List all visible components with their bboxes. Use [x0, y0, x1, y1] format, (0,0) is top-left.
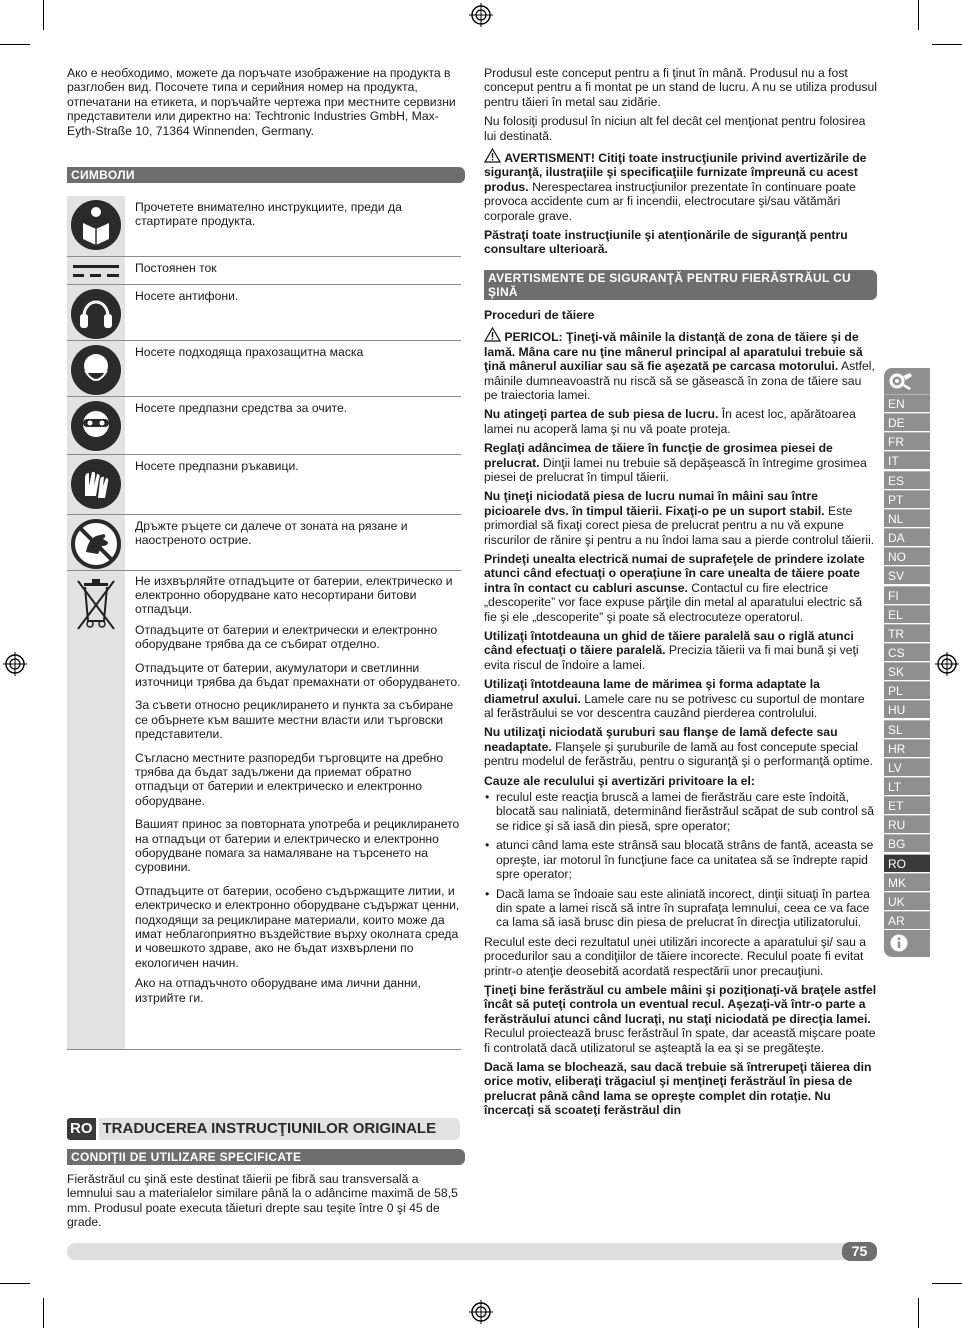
crop-mark [43, 0, 44, 30]
safety-item-text: Precizia tăierii va fi mai bună şi veţi evita riscul de îndoire a lamei. [484, 643, 859, 672]
main-title: TRADUCEREA INSTRUCŢIUNILOR ORIGINALE [99, 1118, 461, 1140]
registration-mark-icon [3, 652, 27, 676]
safety-item-text: Astfel, mâinile dumneavoastră nu riscă să se găsească în zona de tăiere sau pe traiectoria lamei. [484, 359, 875, 402]
language-tab-es[interactable]: ES [884, 471, 930, 489]
registration-mark-icon [469, 1300, 493, 1324]
symbols-table [67, 196, 461, 1050]
cut-procedures-heading [484, 308, 877, 322]
safety-item-text: În acest loc, apărătoarea lamei nu acoperă lama şi nu vă poate proteja. [484, 407, 856, 436]
crossed-bin-icon [72, 577, 120, 633]
language-tab-it[interactable]: IT [884, 451, 930, 469]
symbol-text: Вашият принос за повторната употреба и рециклирането на отпадъци от батерии и електрическо и електронно оборудване помага за намаляване на търсенето на суровини. [135, 817, 460, 875]
language-tab-nl[interactable]: NL [884, 509, 930, 527]
safety-item-text: Flanşele şi şuruburile de lamă au fost concepute special pentru modelul de ferăstrău, pentru o siguranţă şi o performanţă optime. [484, 739, 873, 769]
safety-heading: AVERTISMENTE DE SIGURANŢĂ PENTRU FIERĂSTRĂUL CU ŞINĂ [484, 270, 877, 300]
warning-triangle-icon [484, 148, 501, 163]
crop-mark [0, 1283, 30, 1284]
registration-mark-icon [469, 3, 493, 27]
safety-item-bold: Nu atingeţi partea de sub piesa de lucru. [484, 407, 719, 422]
symbol-text: Прочетете внимателно инструкциите, преди да стартирате продукта. [135, 200, 402, 229]
keep-instructions-bold: Păstraţi toate instrucţiunile şi atenţionările de siguranţă pentru consultare ulterioară. [484, 228, 848, 257]
footer-bar [67, 1243, 877, 1260]
kickback-bullet: • reculul este reacţia bruscă a lamei de fierăstrău care este îndoită, blocată sau naliniată, determinând fierăstrăul scăpat de sub control să se ridice şi să iasă din piesă, spre operator; [484, 790, 877, 833]
kickback-heading-bold: Cauze ale reculului şi avertizări privitoare la el: [484, 773, 755, 788]
keep-instructions [484, 228, 877, 257]
symbol-row [67, 454, 461, 514]
conditions-heading: CONDIŢII DE UTILIZARE SPECIFICATE [67, 1149, 465, 1165]
language-tab-fr[interactable]: FR [884, 432, 930, 450]
safety-item-text: Este primordial să fixaţi corect piesa de prelucrat pentru a nu vă expune riscurilor de rănire şi pentru a nu îndoi lama sau a pierde controlul tăierii. [484, 503, 875, 547]
language-tab-fi[interactable]: FI [884, 586, 930, 604]
keep-hands-away-icon [70, 518, 122, 570]
info-tab[interactable] [884, 930, 930, 957]
symbol-row [67, 284, 461, 340]
safety-item-bold: Reglaţi adâncimea de tăiere în funcţie de grosimea piesei de prelucrat. [484, 441, 833, 470]
warning-bold: AVERTISMENT! Citiţi toate instrucţiunile privind avertizările de siguranţă, ilustraţiile şi specificaţiile furnizate împreună cu acest produs. [484, 151, 867, 194]
restriction-paragraph: Nu folosiţi produsul în niciun alt fel decât cel menţionat pentru folosirea lui destinată. [484, 114, 866, 143]
hold-bold: Ţineţi bine ferăstrăul cu ambele mâini şi poziţionaţi-vă braţele astfel încât să puteţi controla un eventual recul. Aşezaţi-vă într-o parte a ferăstrăului atunci când lucraţi, nu staţi niciodată pe direcţia lamei. [484, 982, 877, 1026]
safety-item [484, 489, 877, 547]
gloves-icon [70, 458, 122, 510]
symbol-text: За съвети относно рециклирането и пункта за събиране се обърнете към вашите местни власти или търговски представители. [135, 698, 454, 742]
language-tab-hr[interactable]: HR [884, 739, 930, 757]
symbol-text: Носете предпазни ръкавици. [135, 458, 299, 473]
language-tab-pl[interactable]: PL [884, 681, 930, 699]
crop-mark [918, 0, 919, 30]
page-number: 75 [842, 1242, 877, 1261]
language-tab-sv[interactable]: SV [884, 566, 930, 584]
symbol-text: Съгласно местните разпоредби търговците на дребно трябва да бъдат задължени да приемат обратно отпадъци от батерии и електрическо и електронно оборудване. [135, 750, 444, 808]
safety-item-bold: Utilizaţi întotdeauna un ghid de tăiere paralelă sau o riglă atunci când efectuaţi o tăiere paralelă. [484, 629, 854, 658]
tools-gear-icon [888, 370, 914, 392]
language-tab-tr[interactable]: TR [884, 624, 930, 642]
symbol-row [67, 396, 461, 454]
language-tab-sl[interactable]: SL [884, 720, 930, 738]
crop-mark [932, 1283, 962, 1284]
info-icon [890, 934, 908, 952]
symbol-text: Отпадъците от батерии, акумулатори и светлинни източници трябва да бъдат премахнати от оборудването. [135, 660, 461, 689]
language-tab-uk[interactable]: UK [884, 892, 930, 910]
safety-item [484, 407, 877, 436]
warning-triangle-icon [484, 327, 501, 342]
safety-item [484, 327, 877, 402]
safety-item [484, 441, 877, 484]
read-manual-icon [70, 199, 122, 251]
kickback-bullet: • Dacă lama se îndoaie sau este aliniată incorect, dinţii situaţi în partea din spate a lamei riscă să intre în suprafaţa lemnului, ceea ce va face ca lama să iasă brusc din piesa de prelucrat în direcţia utilizatorului. [484, 887, 877, 930]
main-title-bar [67, 1118, 460, 1140]
warning-text: Nerespectarea instrucţiunilor prezentate în continuare poate provoca accidente cum ar fi incendii, electrocutare şi/sau vătămări corporale grave. [484, 179, 856, 223]
safety-item-bold: Nu ţineţi niciodată piesa de lucru numai în mâini sau între picioarele dvs. în timpul tăierii. Fixaţi-o pe un suport stabil. [484, 489, 825, 518]
language-tab-el[interactable]: EL [884, 605, 930, 623]
crop-mark [918, 1298, 919, 1328]
symbol-text: Носете антифони. [135, 288, 239, 303]
safety-item [484, 629, 877, 672]
crop-mark [0, 44, 30, 45]
safety-goggles-icon [70, 400, 122, 452]
language-tab-cs[interactable]: CS [884, 643, 930, 661]
language-tab-lt[interactable]: LT [884, 777, 930, 795]
symbol-text: Постоянен ток [135, 260, 217, 275]
kickback-bullet: • atunci când lama este strânsă sau blocată strâns de fantă, aceasta se opreşte, iar motorul în funcţiune face ca unitatea să se îndrepte rapid spre operator; [484, 838, 877, 881]
conditions-paragraph: Fierăstrăul cu şină este destinat tăierii pe fibră sau transversală a lemnului sau a materialelor similare până la o adâncime maximă de 58,5 mm. Produsul poate executa tăieturi drepte sau teşite între 0 şi 45 de grade. [67, 1172, 458, 1230]
symbol-text: Отпадъците от батерии и електрически и електронно оборудване трябва да се събират отделно. [135, 622, 438, 652]
safety-item [484, 725, 877, 768]
symbol-text: Дръжте ръцете си далече от зоната на рязане и наостреното острие. [135, 518, 408, 547]
language-tab-da[interactable]: DA [884, 528, 930, 546]
blade-bind-bold: Dacă lama se blochează, sau dacă trebuie să întrerupeţi tăierea din orice motiv, eliberaţi trăgaciul şi menţineţi ferăstrăul în piesa de prelucrat până când lama se opreşte complet din rotaţie. Nu încercaţi să scoateţi ferăstrăul din [484, 1059, 872, 1118]
safety-item-text: Dinţii lamei nu trebuie să depăşească în întregime grosimea piesei de prelucrat în timpul tăierii. [484, 455, 867, 484]
cut-procedures-bold: Proceduri de tăiere [484, 307, 595, 322]
safety-item [484, 552, 877, 624]
symbol-row [67, 570, 461, 1049]
intended-use-paragraph: Produsul este conceput pentru a fi ţinut în mână. Produsul nu a fost conceput pentru a fi montat pe un stand de lucru. A nu se utiliza produsul pentru tăieri în metal sau zidărie. [484, 66, 877, 109]
direct-current-icon [71, 262, 121, 280]
safety-item-text: Lamele care nu se potrivesc cu suportul de montare al ferăstrăului se vor descentra cauzând pierderea controlului. [484, 691, 865, 721]
language-tab-no[interactable]: NO [884, 547, 930, 565]
crop-mark [43, 1298, 44, 1328]
symbol-text: Отпадъците от батерии, особено съдържащите литии, и електрическо и електронно оборудване съдържат ценни, подходящи за рециклиране материали, които може да имат неблагоприятно въздействие върху околната среда и човешкото здраве, ако не бъдат изхвърлени по екологичен начин. [135, 883, 460, 970]
intro-paragraph: Ако е необходимо, можете да поръчате изображение на продукта в разглобен вид. Посочете типа и серийния номер на продукта, отпечатани на етикета, и поръчайте чертежа при местните сервизни представители или директно на: Techtronic Industries GmbH, Max-Eyth-Straße 10, 71364 Winnenden, Germany. [67, 66, 456, 138]
symbol-row [67, 256, 461, 284]
symbol-row [67, 514, 461, 570]
language-tab-ro[interactable]: RO [884, 854, 930, 872]
language-tab-lv[interactable]: LV [884, 758, 930, 776]
symbols-heading: СИМВОЛИ [67, 167, 465, 183]
language-tab-hu[interactable]: HU [884, 700, 930, 718]
blade-bind-paragraph [484, 1060, 877, 1118]
language-tab-sk[interactable]: SK [884, 662, 930, 680]
registration-mark-icon [935, 652, 959, 676]
symbol-row [67, 340, 461, 396]
symbol-row [67, 196, 461, 256]
safety-item-bold: Prindeţi unealta electrică numai de suprafeţele de prindere izolate atunci când efectuaţi o operaţiune în care unealta de tăiere poate intra în contact cu cabluri ascunse. [484, 551, 865, 595]
hold-text: Reculul proiectează brusc ferăstrăul în spate, dar această mişcare poate fi controlată dacă utilizatorul se aşteaptă la ea şi se pregăteşte. [484, 1026, 876, 1055]
symbol-text: Носете предпазни средства за очите. [135, 400, 348, 415]
kickback-heading [484, 774, 877, 788]
tools-tab[interactable] [884, 368, 930, 394]
recoil-paragraph: Reculul este deci rezultatul unei utilizări incorecte a aparatului şi/ sau a procedurilor sau a condiţiilor de tăiere incorecte. Reculul poate fi evitat printr-o atenţie deosebită acordată respectării unor precauţiuni. [484, 934, 867, 978]
safety-item-bold: PERICOL: Ţineţi-vă mâinile la distanţă de zona de tăiere şi de lamă. Mâna care nu ţine mânerul principal al aparatului trebuie să ţină mânerul auxiliar sau să fie aşezată pe carcasa motorului. [484, 330, 863, 374]
language-tab-ru[interactable]: RU [884, 815, 930, 833]
safety-item-bold: Utilizaţi întotdeauna lame de mărimea şi forma adaptate la diametrul axului. [484, 677, 820, 706]
language-tab-et[interactable]: ET [884, 796, 930, 814]
right-column [484, 66, 877, 1123]
language-tab-pt[interactable]: PT [884, 490, 930, 508]
safety-item-text: Contactul cu fire electrice „descoperite” vor face expuse părţile din metal al aparatului electric să fie şi ele „descoperite” şi poate să electrocuteze operatorul. [484, 580, 863, 624]
dust-mask-icon [70, 344, 122, 396]
symbol-text: Ако на отпадъчното оборудване има лични данни, изтрийте ги. [135, 976, 421, 1005]
ear-protection-icon [70, 288, 122, 340]
language-tab-de[interactable]: DE [884, 413, 930, 431]
symbol-text: Не изхвърляйте отпадъците от батерии, електрическо и електронно оборудване като несортирани битови отпадъци. [135, 573, 453, 617]
hold-paragraph [484, 983, 877, 1055]
warning-paragraph [484, 148, 877, 223]
safety-item-bold: Nu utilizaţi niciodată şuruburi sau flanşe de lamă defecte sau neadaptate. [484, 725, 838, 754]
symbol-text: Носете подходяща прахозащитна маска [135, 344, 364, 359]
language-tab-mk[interactable]: MK [884, 873, 930, 891]
safety-item [484, 677, 877, 720]
crop-mark [932, 44, 962, 45]
language-badge: RO [67, 1118, 96, 1140]
symbols-table-wrap [67, 196, 461, 1050]
language-tab-ar[interactable]: AR [884, 911, 930, 929]
language-tab-bg[interactable]: BG [884, 834, 930, 852]
language-tab-en[interactable]: EN [884, 394, 930, 412]
